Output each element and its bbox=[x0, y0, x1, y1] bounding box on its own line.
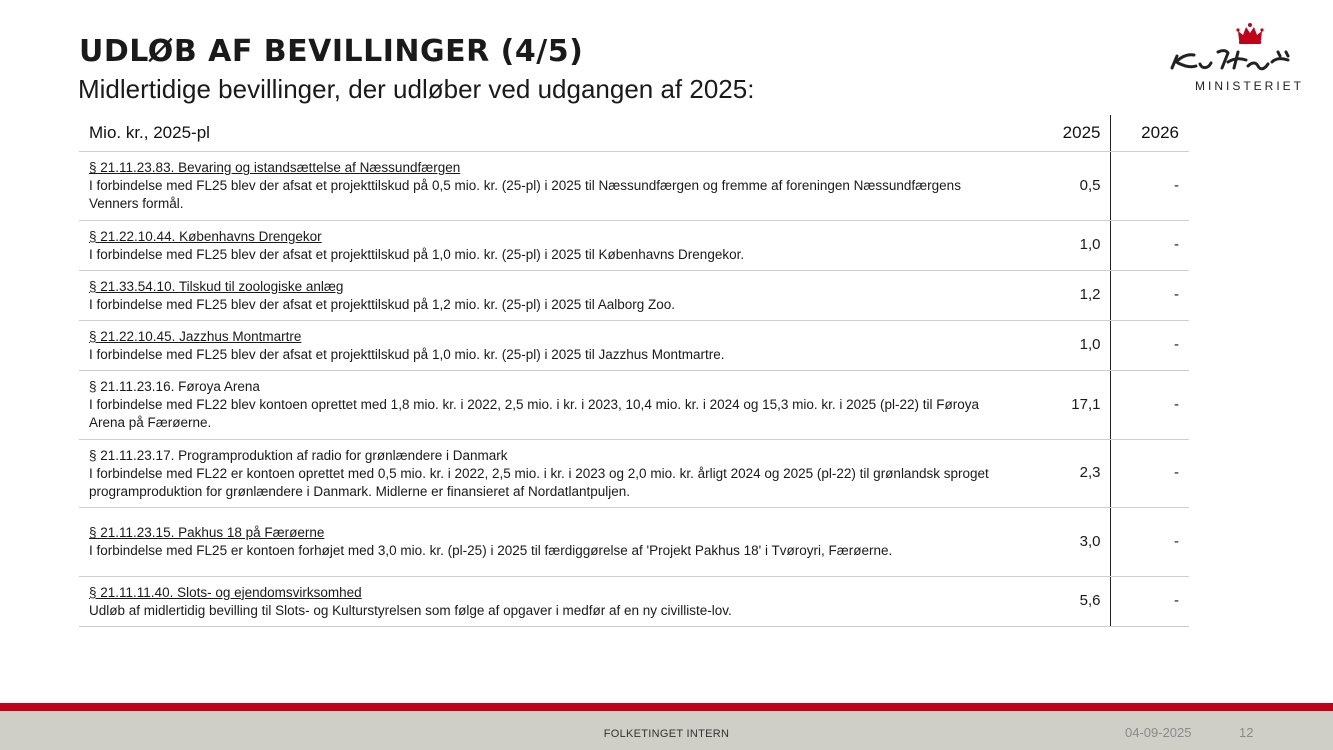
page-title: UDLØB AF BEVILLINGER (4/5) bbox=[79, 34, 584, 69]
row-text: I forbindelse med FL25 blev der afsat et projekttilskud på 1,0 mio. kr. (25-pl) i 2025 til Jazzhus Montmartre. bbox=[89, 346, 725, 362]
account-reference-link[interactable]: § 21.11.11.40. Slots- og ejendomsvirksomhed bbox=[89, 584, 362, 600]
account-reference-link[interactable]: § 21.11.23.16. Føroya Arena bbox=[89, 379, 260, 394]
value-2026: - bbox=[1110, 576, 1189, 626]
row-description bbox=[79, 270, 1024, 320]
table-row bbox=[79, 220, 1189, 270]
value-2026: - bbox=[1110, 370, 1189, 439]
value-2025: 2,3 bbox=[1024, 439, 1110, 507]
value-2025: 5,6 bbox=[1024, 576, 1110, 626]
account-reference-link[interactable]: § 21.33.54.10. Tilskud til zoologiske anlæg bbox=[89, 278, 344, 294]
header-2025: 2025 bbox=[1024, 115, 1110, 151]
row-text: Udløb af midlertidig bevilling til Slots- og Kulturstyrelsen som følge af opgaver i medfør af en ny civilliste-lov. bbox=[89, 602, 732, 618]
crown-signature-logo-icon bbox=[1168, 22, 1313, 78]
value-2025: 0,5 bbox=[1024, 151, 1110, 220]
value-2026: - bbox=[1110, 151, 1189, 220]
row-description bbox=[79, 320, 1024, 370]
value-2026: - bbox=[1110, 220, 1189, 270]
table-row bbox=[79, 320, 1189, 370]
table-row bbox=[79, 270, 1189, 320]
value-2026: - bbox=[1110, 507, 1189, 576]
table-row bbox=[79, 370, 1189, 439]
row-text: I forbindelse med FL22 blev kontoen oprettet med 1,8 mio. kr. i 2022, 2,5 mio. i kr. i 2023, 10,4 mio. kr. i 2024 og 15,3 mio. kr. i 2025 (pl-22) til Føroya Arena på Færøerne. bbox=[89, 397, 979, 430]
value-2025: 1,2 bbox=[1024, 270, 1110, 320]
table-header-row bbox=[79, 115, 1189, 151]
row-description bbox=[79, 370, 1024, 439]
table-row bbox=[79, 439, 1189, 507]
header-2026: 2026 bbox=[1110, 115, 1189, 151]
table-row bbox=[79, 151, 1189, 220]
row-text: I forbindelse med FL25 blev der afsat et projekttilskud på 1,0 mio. kr. (25-pl) i 2025 til Københavns Drengekor. bbox=[89, 246, 745, 262]
table-row bbox=[79, 507, 1189, 576]
row-text: I forbindelse med FL22 er kontoen oprettet med 0,5 mio. kr. i 2022, 2,5 mio. i kr. i 2023 og 2,0 mio. kr. årligt 2024 og 2025 (pl-22) til grønlandsk sproget programproduktion for grønlændere i Danmark. Midlerne er finansieret af Nordatlantpuljen. bbox=[89, 465, 989, 499]
footer-accent-bar bbox=[0, 703, 1333, 711]
value-2025: 17,1 bbox=[1024, 370, 1110, 439]
value-2025: 1,0 bbox=[1024, 320, 1110, 370]
page-subtitle: Midlertidige bevillinger, der udløber ved udgangen af 2025: bbox=[78, 74, 755, 104]
value-2025: 1,0 bbox=[1024, 220, 1110, 270]
footer-label: FOLKETINGET INTERN bbox=[603, 728, 730, 740]
table-row bbox=[79, 576, 1189, 626]
account-reference-link[interactable]: § 21.11.23.17. Programproduktion af radio for grønlændere i Danmark bbox=[89, 447, 508, 463]
row-description bbox=[79, 220, 1024, 270]
row-description bbox=[79, 576, 1024, 626]
row-text: I forbindelse med FL25 er kontoen forhøjet med 3,0 mio. kr. (pl-25) i 2025 til færdiggørelse af 'Projekt Pakhus 18' i Tvøroyri, Færøerne. bbox=[89, 543, 893, 558]
account-reference-link[interactable]: § 21.22.10.44. Københavns Drengekor bbox=[89, 228, 322, 244]
value-2026: - bbox=[1110, 270, 1189, 320]
account-reference-link[interactable]: § 21.11.23.83. Bevaring og istandsættelse af Næssundfærgen bbox=[89, 160, 461, 175]
value-2026: - bbox=[1110, 320, 1189, 370]
row-description bbox=[79, 507, 1024, 576]
row-text: I forbindelse med FL25 blev der afsat et projekttilskud på 1,2 mio. kr. (25-pl) i 2025 til Aalborg Zoo. bbox=[89, 296, 676, 312]
row-text: I forbindelse med FL25 blev der afsat et projekttilskud på 0,5 mio. kr. (25-pl) i 2025 til Næssundfærgen og fremme af foreningen Næssundfærgens Venners formål. bbox=[89, 178, 961, 211]
value-2025: 3,0 bbox=[1024, 507, 1110, 576]
account-reference-link[interactable]: § 21.11.23.15. Pakhus 18 på Færøerne bbox=[89, 525, 325, 540]
row-description bbox=[79, 151, 1024, 220]
page-number: 12 bbox=[1239, 725, 1254, 740]
ministry-logo bbox=[1168, 22, 1313, 96]
header-label: Mio. kr., 2025-pl bbox=[79, 115, 1024, 151]
account-reference-link[interactable]: § 21.22.10.45. Jazzhus Montmartre bbox=[89, 328, 302, 344]
logo-text: MINISTERIET bbox=[1195, 79, 1305, 93]
row-description bbox=[79, 439, 1024, 507]
appropriations-table bbox=[79, 115, 1189, 627]
footer-date: 04-09-2025 bbox=[1125, 725, 1192, 740]
value-2026: - bbox=[1110, 439, 1189, 507]
